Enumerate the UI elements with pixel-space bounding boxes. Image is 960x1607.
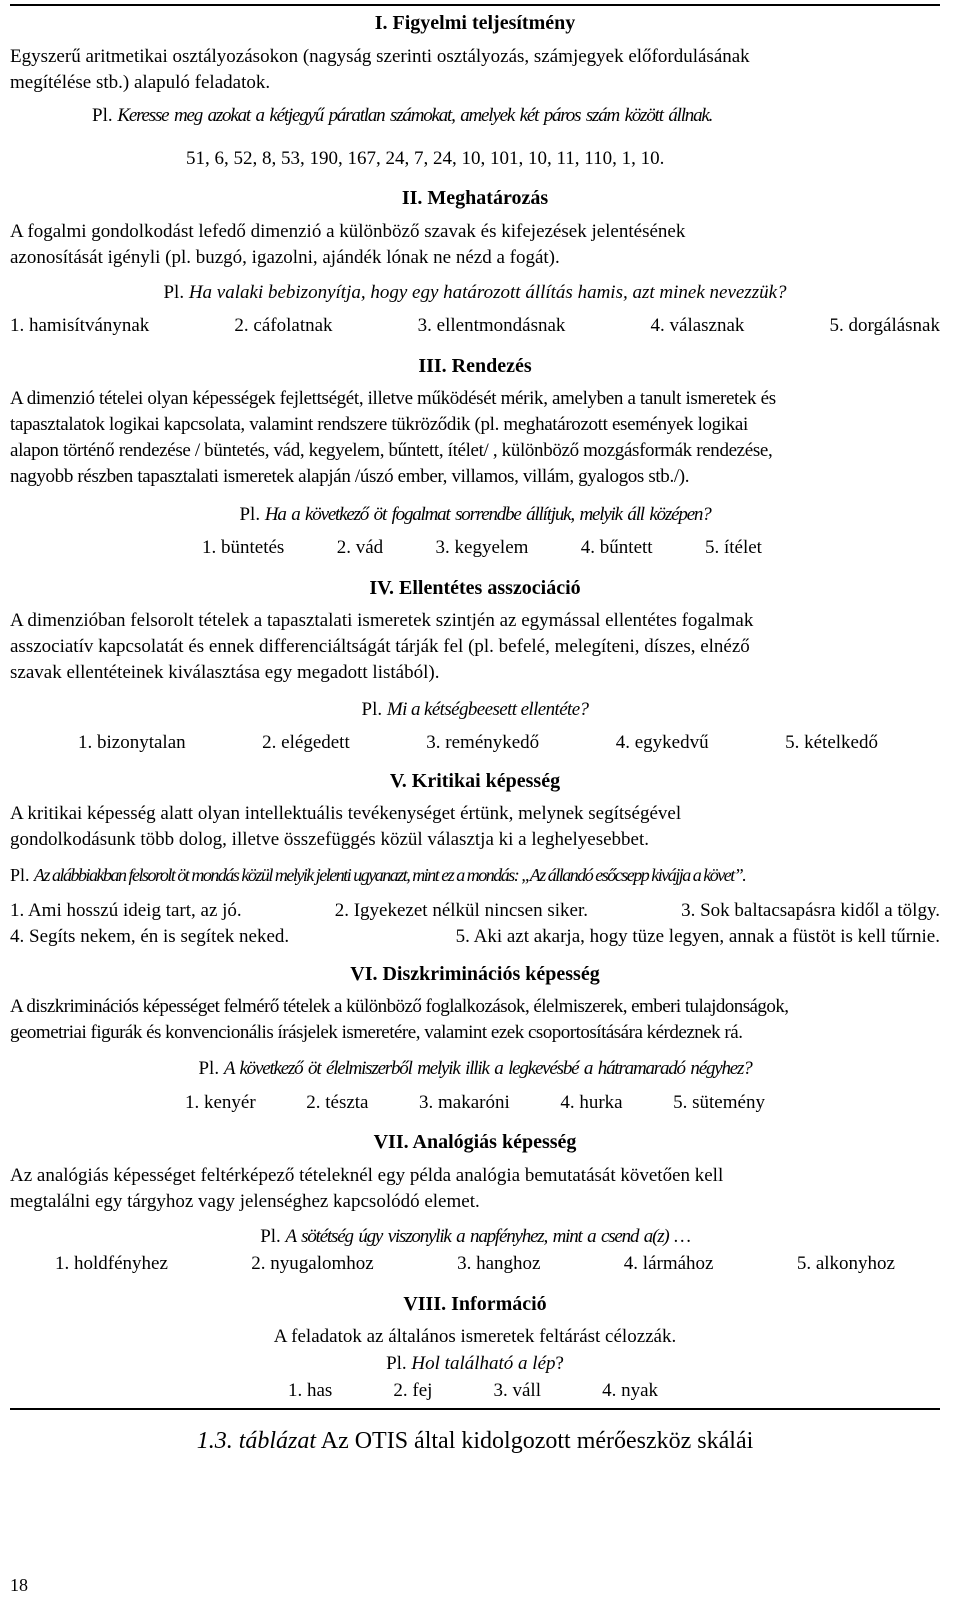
section-8-title: VIII. Információ	[403, 1293, 547, 1315]
table-caption	[10, 1428, 940, 1455]
section-5-desc-line-2: gondolkodásunk több dolog, illetve összefüggés közül választja ki a leghelyesebbet.	[10, 829, 649, 850]
section-2-desc-line-1: A fogalmi gondolkodást lefedő dimenzió a különböző szavak és kifejezések jelentésének	[10, 221, 686, 242]
example-question: Ha a következő öt fogalmat sorrendbe állítjuk, melyik áll középen?	[264, 504, 711, 525]
section-4-desc-line-1: A dimenzióban felsorolt tételek a tapasztalati ismeretek szintjén az egymással ellentétes fogalmak	[10, 610, 754, 631]
option: 4. nyak	[602, 1380, 658, 1401]
option: 5. Aki azt akarja, hogy tüze legyen, annak a füstöt is kell tűrnie.	[455, 926, 940, 947]
option: 1. holdfényhez	[55, 1253, 168, 1274]
table-caption-text: Az OTIS által kidolgozott mérőeszköz skálái	[316, 1428, 754, 1454]
bottom-rule	[10, 1408, 940, 1410]
section-4-title: IV. Ellentétes asszociáció	[369, 577, 581, 599]
example-question: A sötétség úgy viszonylik a napfényhez, mint a csend a(z) …	[285, 1226, 690, 1247]
section-8-example	[10, 1351, 940, 1377]
option: 5. kételkedő	[785, 732, 878, 753]
example-prefix: Pl.	[10, 865, 35, 885]
section-1-title: I. Figyelmi teljesítmény	[374, 12, 576, 34]
example-question: A következő öt élelmiszerből melyik illik a legkevésbé a hátramaradó négyhez?	[223, 1058, 752, 1079]
section-3-desc-line-3: alapon történő rendezése / büntetés, vád, kegyelem, bűntett, ítélet/ , különböző mozgásformák rendezése,	[10, 440, 773, 461]
page-number: 18	[10, 1575, 28, 1595]
option: 3. kegyelem	[435, 537, 529, 558]
section-6-desc-line-2: geometriai figurák és konvencionális írásjelek ismeretére, valamint ezek csoportosítására kérdeznek rá.	[10, 1022, 743, 1043]
option: 1. hamisítványnak	[10, 315, 150, 336]
section-8-options	[288, 1378, 658, 1404]
option: 2. vád	[336, 537, 384, 558]
section-3-example	[10, 502, 940, 528]
section-3-title: III. Rendezés	[418, 355, 532, 377]
option: 3. hanghoz	[457, 1253, 541, 1274]
section-5-options-row-1	[10, 898, 940, 924]
option: 2. nyugalomhoz	[251, 1253, 374, 1274]
option: 4. lármához	[623, 1253, 714, 1274]
option: 2. fej	[393, 1380, 433, 1401]
example-question: Keresse meg azokat a kétjegyű páratlan számokat, amelyek két páros szám között állnak.	[117, 105, 713, 126]
section-2-title: II. Meghatározás	[401, 187, 549, 209]
option: 4. hurka	[560, 1092, 623, 1113]
section-2-options	[10, 313, 940, 339]
section-1-numbers: 51, 6, 52, 8, 53, 190, 167, 24, 7, 24, 10, 101, 10, 11, 110, 1, 10.	[186, 148, 665, 169]
section-6-example	[10, 1056, 940, 1082]
section-5-desc-line-1: A kritikai képesség alatt olyan intellektuális tevékenységet értünk, melynek segítségével	[10, 803, 682, 824]
example-question: Ha valaki bebizonyítja, hogy egy határozott állítás hamis, azt minek nevezzük?	[188, 282, 787, 303]
section-1-desc-line-1: Egyszerű aritmetikai osztályozásokon (nagyság szerinti osztályozás, számjegyek előfordulásának	[10, 46, 750, 67]
section-1-desc-line-2: megítélése stb.) alapuló feladatok.	[10, 72, 271, 93]
example-prefix: Pl.	[260, 1226, 286, 1247]
section-7-title: VII. Analógiás képesség	[373, 1131, 577, 1153]
example-prefix: Pl.	[239, 504, 265, 525]
option: 2. tészta	[306, 1092, 369, 1113]
section-5-example	[10, 862, 940, 888]
example-prefix: Pl.	[163, 282, 189, 303]
section-6-options	[185, 1090, 765, 1116]
option: 4. válasznak	[650, 315, 745, 336]
section-8-desc-line-1: A feladatok az általános ismeretek feltárást célozzák.	[273, 1326, 677, 1347]
option: 4. egykedvű	[615, 732, 709, 753]
section-4-options	[78, 730, 878, 756]
option: 1. kenyér	[185, 1092, 256, 1113]
example-prefix: Pl.	[198, 1058, 224, 1079]
example-prefix: Pl.	[361, 699, 387, 720]
section-4-desc-line-3: szavak ellentéteinek kiválasztása egy megadott listából).	[10, 662, 440, 683]
example-question: Mi a kétségbeesett ellentéte?	[386, 699, 589, 720]
section-1-example	[92, 103, 940, 129]
option: 3. Sok baltacsapásra kidől a tölgy.	[681, 900, 940, 921]
section-7-example	[10, 1224, 940, 1250]
option: 3. váll	[493, 1380, 541, 1401]
section-5-options-row-2	[10, 924, 940, 950]
section-7-desc-line-2: megtalálni egy tárgyhoz vagy jelenséghez kapcsolódó elemet.	[10, 1191, 480, 1212]
example-question: Hol található a lép	[411, 1353, 556, 1374]
section-3-desc-line-4: nagyobb részben tapasztalati ismeretek alapján /úszó ember, villamos, villám, gyalogos stb./).	[10, 466, 690, 487]
option: 2. elégedett	[262, 732, 350, 753]
option: 3. ellentmondásnak	[417, 315, 566, 336]
section-3-options	[202, 535, 762, 561]
section-7-options	[55, 1251, 895, 1277]
section-4-example	[10, 697, 940, 723]
top-rule	[10, 4, 940, 6]
option: 2. cáfolatnak	[234, 315, 333, 336]
option: 5. alkonyhoz	[796, 1253, 895, 1274]
section-3-desc-line-1: A dimenzió tételei olyan képességek fejlettségét, illetve működését mérik, amelyben a tanult ismeretek és	[10, 388, 776, 409]
section-4-desc-line-2: asszociatív kapcsolatát és ennek differenciáltságát tárják fel (pl. befelé, melegíteni, díszes, elnéző	[10, 636, 750, 657]
example-prefix: Pl.	[92, 105, 118, 126]
option: 1. büntetés	[202, 537, 285, 558]
section-2-example	[10, 280, 940, 306]
option: 5. dorgálásnak	[829, 315, 940, 336]
option: 4. Segíts nekem, én is segítek neked.	[10, 926, 290, 947]
section-7-desc-line-1: Az analógiás képességet feltérképező tételeknél egy példa analógia bemutatását követően kell	[10, 1165, 724, 1186]
option: 1. has	[288, 1380, 333, 1401]
option: 3. reménykedő	[426, 732, 540, 753]
example-question: Az alábbiakban felsorolt öt mondás közül melyik jelenti ugyanazt, mint ez a mondás: „Az állandó esőcsepp kivájja a követ”.	[34, 865, 746, 885]
option: 1. bizonytalan	[78, 732, 186, 753]
section-2-desc-line-2: azonosítását igényli (pl. buzgó, igazolni, ajándék lónak ne nézd a fogát).	[10, 247, 560, 268]
option: 5. sütemény	[673, 1092, 765, 1113]
section-3-desc-line-2: tapasztalatok logikai kapcsolata, valamint rendszere tükröződik (pl. meghatározott események logikai	[10, 414, 748, 435]
option: 5. ítélet	[704, 537, 762, 558]
example-suffix: ?	[555, 1353, 564, 1374]
example-prefix: Pl.	[386, 1353, 412, 1374]
option: 3. makaróni	[419, 1092, 510, 1113]
option: 4. bűntett	[580, 537, 653, 558]
option: 1. Ami hosszú ideig tart, az jó.	[10, 900, 242, 921]
section-6-desc-line-1: A diszkriminációs képességet felmérő tételek a különböző foglalkozások, élelmiszerek, emberi tulajdonságok,	[10, 996, 789, 1017]
option: 2. Igyekezet nélkül nincsen siker.	[334, 900, 588, 921]
table-caption-label: 1.3. táblázat	[196, 1428, 317, 1454]
section-6-title: VI. Diszkriminációs képesség	[350, 963, 600, 985]
section-5-title: V. Kritikai képesség	[389, 770, 561, 792]
